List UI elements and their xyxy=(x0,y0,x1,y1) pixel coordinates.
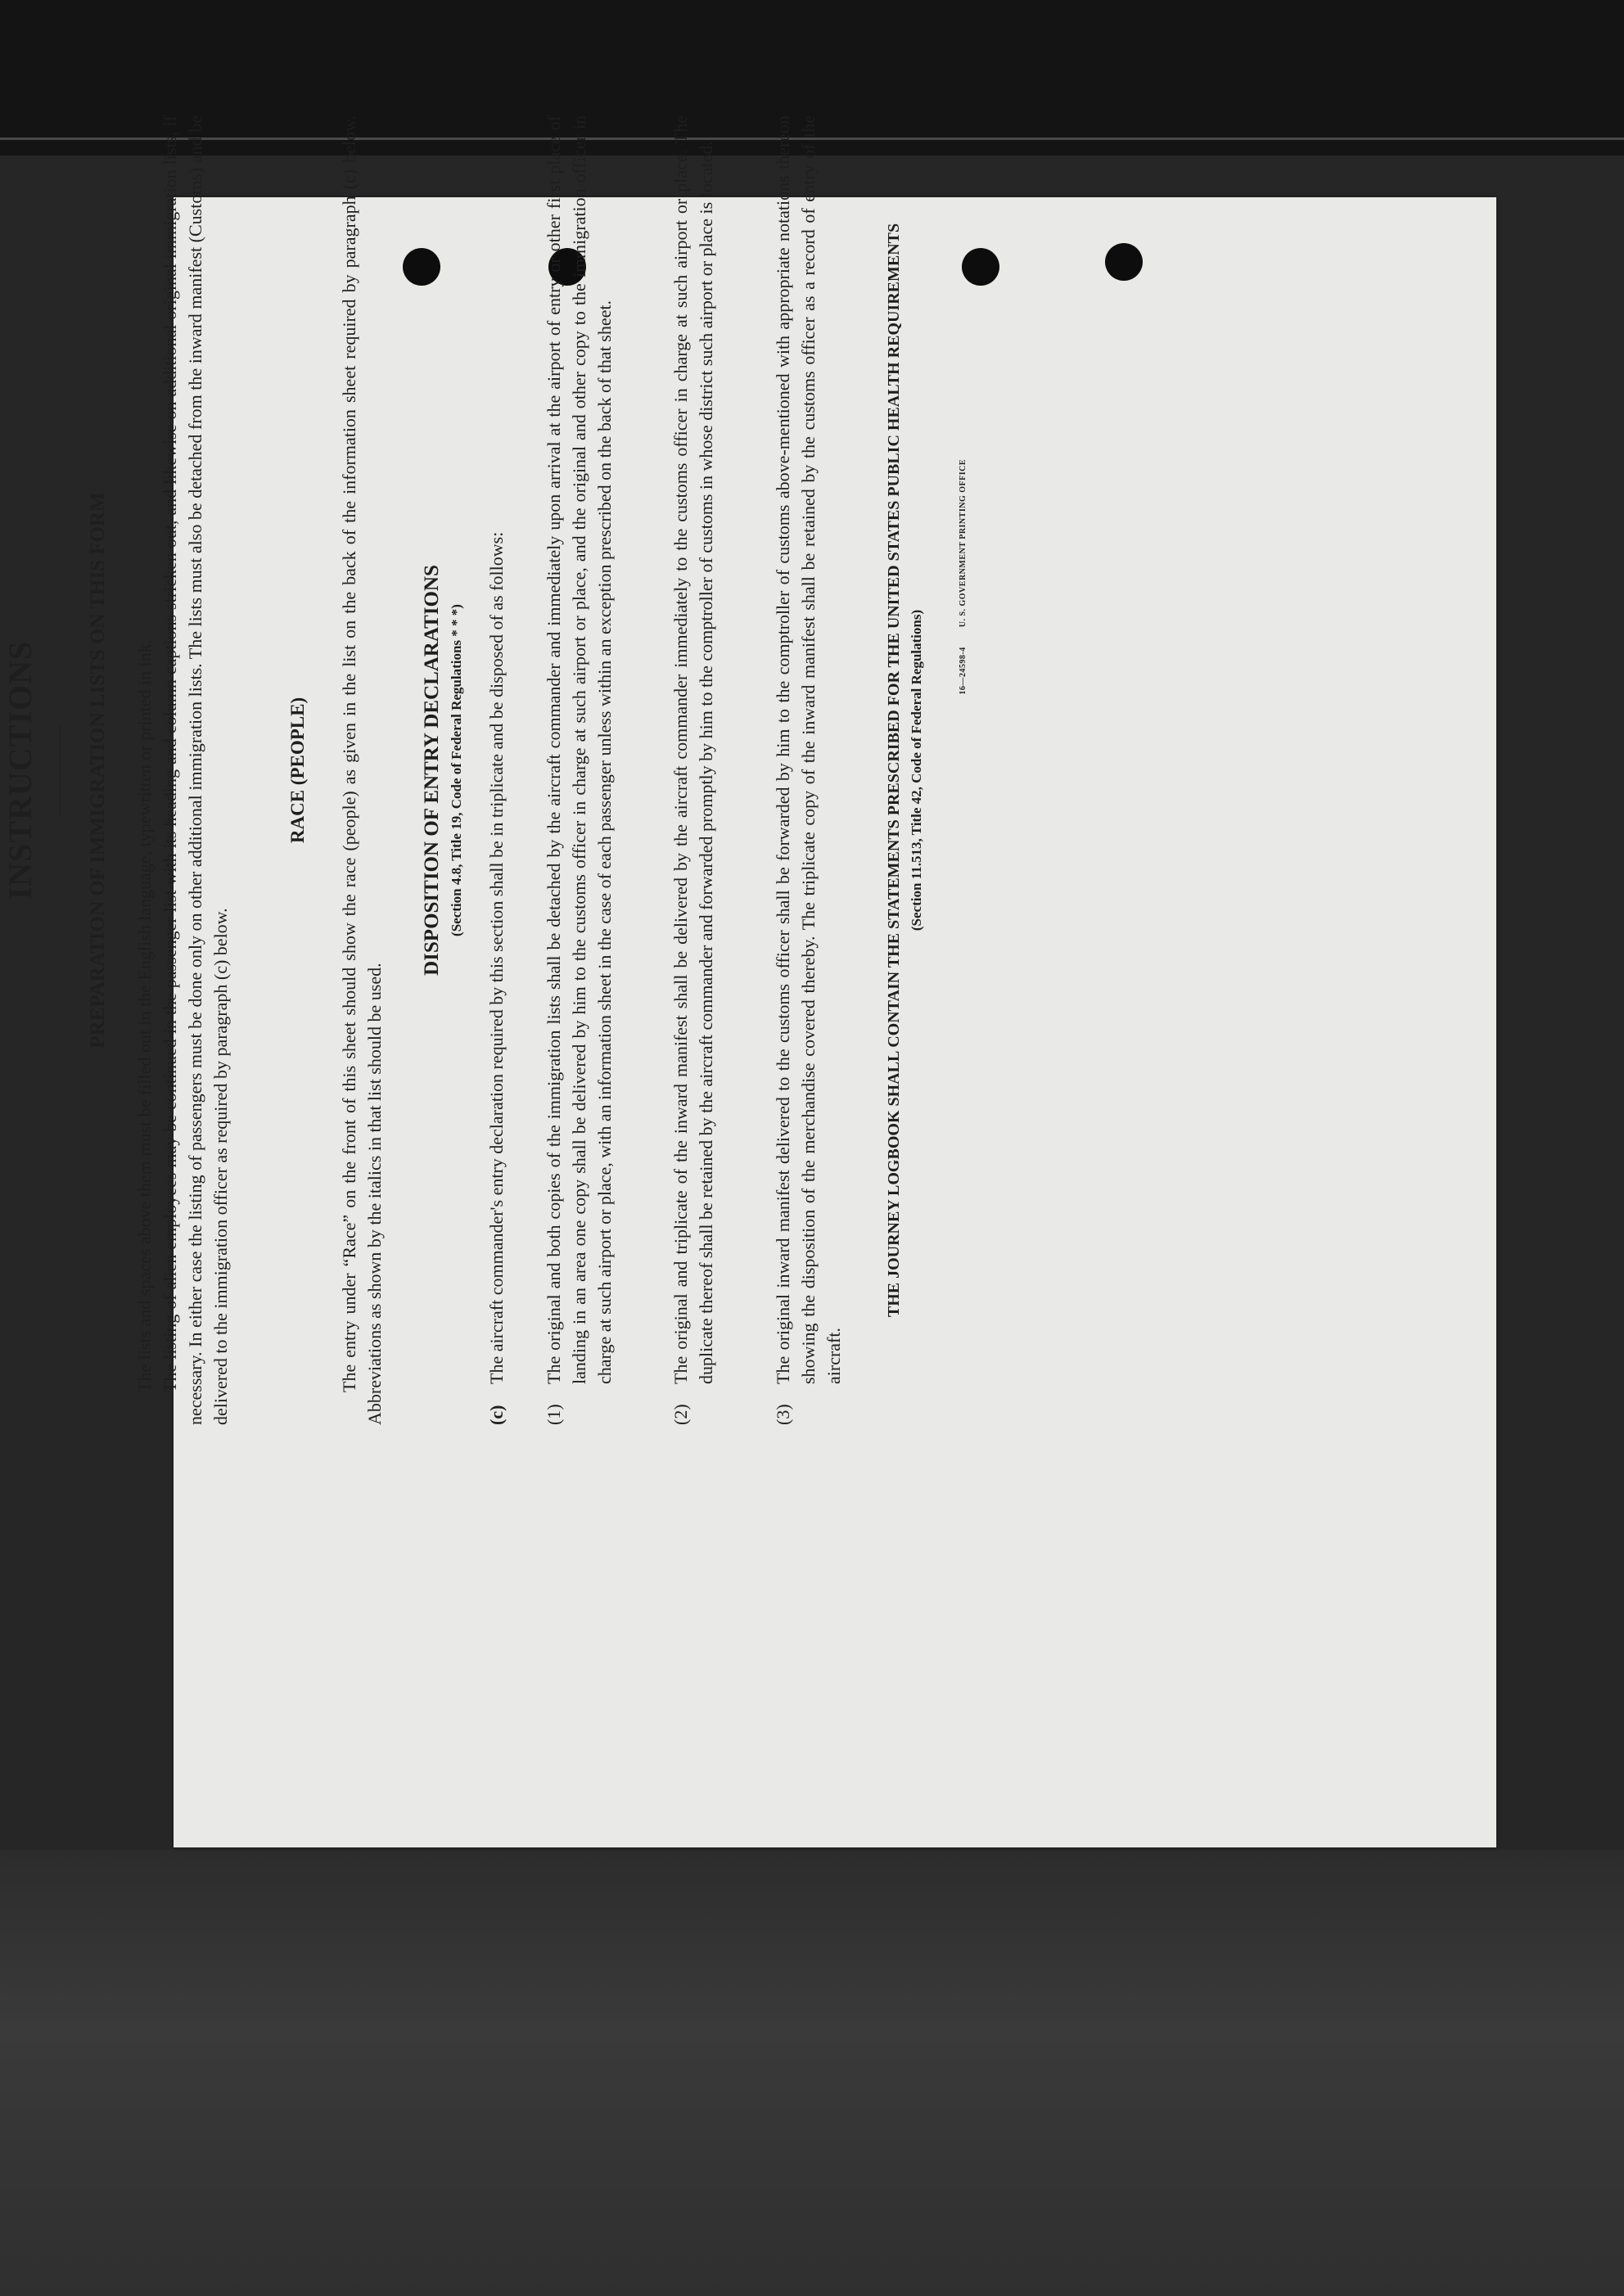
item-number: (1) xyxy=(544,1404,564,1425)
form-number: 16—24598-4 xyxy=(959,647,968,695)
disposition-item xyxy=(668,115,719,1425)
footer-citation: (Section 11.513, Title 42, Code of Federal Regulations) xyxy=(909,609,924,931)
disposition-item xyxy=(770,115,846,1425)
race-paragraph: The entry under “Race” on the front of this sheet should show the race (people) as given in the list on the back of the information sheet required by paragraph (c) below. Abbreviations as shown by the italics in that list should be used. xyxy=(339,115,385,1425)
punch-hole xyxy=(1105,243,1143,281)
item-number: (2) xyxy=(670,1404,691,1425)
item-text: The original inward manifest delivered to the customs officer shall be forwarded by him to the comptroller of customs above-mentioned with appropriate notations thereon showing the disposition of the merchandise covered thereby. The triplicate copy of the inward manifest shall be retained by the customs officer as a record of entry of the aircraft. xyxy=(773,115,844,1384)
preparation-paragraph-2: The listing of alien employees may be continued in the passenger list with its heading and column captions stricken out, and likewise on additional original immigration lists, if necessary. In either case the listing of passengers must be done only on other additional immigration lists. The lists must also be detached from the inward manifest (Customs) and be delivered to the immigration officer as required by paragraph (c) below. xyxy=(160,115,231,1425)
page-title: INSTRUCTIONS xyxy=(2,640,38,900)
race-heading: RACE (PEOPLE) xyxy=(287,697,308,844)
disposition-citation: (Section 4.8, Title 19, Code of Federal Regulations * * *) xyxy=(449,604,464,936)
preparation-paragraph-1: The lists and spaces above them must be filled out in the English language, typewritten or printed in ink. xyxy=(134,638,155,1392)
rotated-page xyxy=(1,115,983,1425)
footer-statement: THE JOURNEY LOGBOOK SHALL CONTAIN THE STATEMENTS PRESCRIBED FOR THE UNITED STATES PUBLIC HEALTH REQUIREMENTS xyxy=(885,223,903,1318)
preparation-heading: PREPARATION OF IMMIGRATION LISTS ON THIS FORM xyxy=(87,492,109,1049)
scan-border-bottom xyxy=(0,1850,1624,2296)
item-text: The original and triplicate of the inward manifest shall be delivered by the aircraft commander immediately to the customs officer in charge at such airport or place. The duplicate thereof shall be retained by the aircraft commander and forwarded promptly by him to the comptroller of customs in whose district such airport or place is located. xyxy=(670,115,716,1384)
intro-label: (c) xyxy=(486,1405,507,1425)
intro-text: The aircraft commander's entry declaration required by this section shall be in triplicate and be disposed of as follows: xyxy=(486,531,507,1384)
item-text: The original and both copies of the immigration lists shall be detached by the aircraft commander and immediately upon arrival at the airport of entry or other first place of landing in an area one copy shall be delivered by him to the customs officer in charge at such airport or place, and the original and other copy to the immigration officer in charge at such airport or place, with an information sheet in the case of each passenger unless within an exception prescribed on the back of that sheet. xyxy=(544,115,615,1384)
disposition-intro xyxy=(484,115,509,1425)
disposition-item xyxy=(541,115,617,1425)
item-number: (3) xyxy=(773,1404,793,1425)
printer-credit: U. S. GOVERNMENT PRINTING OFFICE xyxy=(959,459,968,628)
title-rule xyxy=(59,725,61,815)
disposition-heading: DISPOSITION OF ENTRY DECLARATIONS xyxy=(421,565,443,976)
